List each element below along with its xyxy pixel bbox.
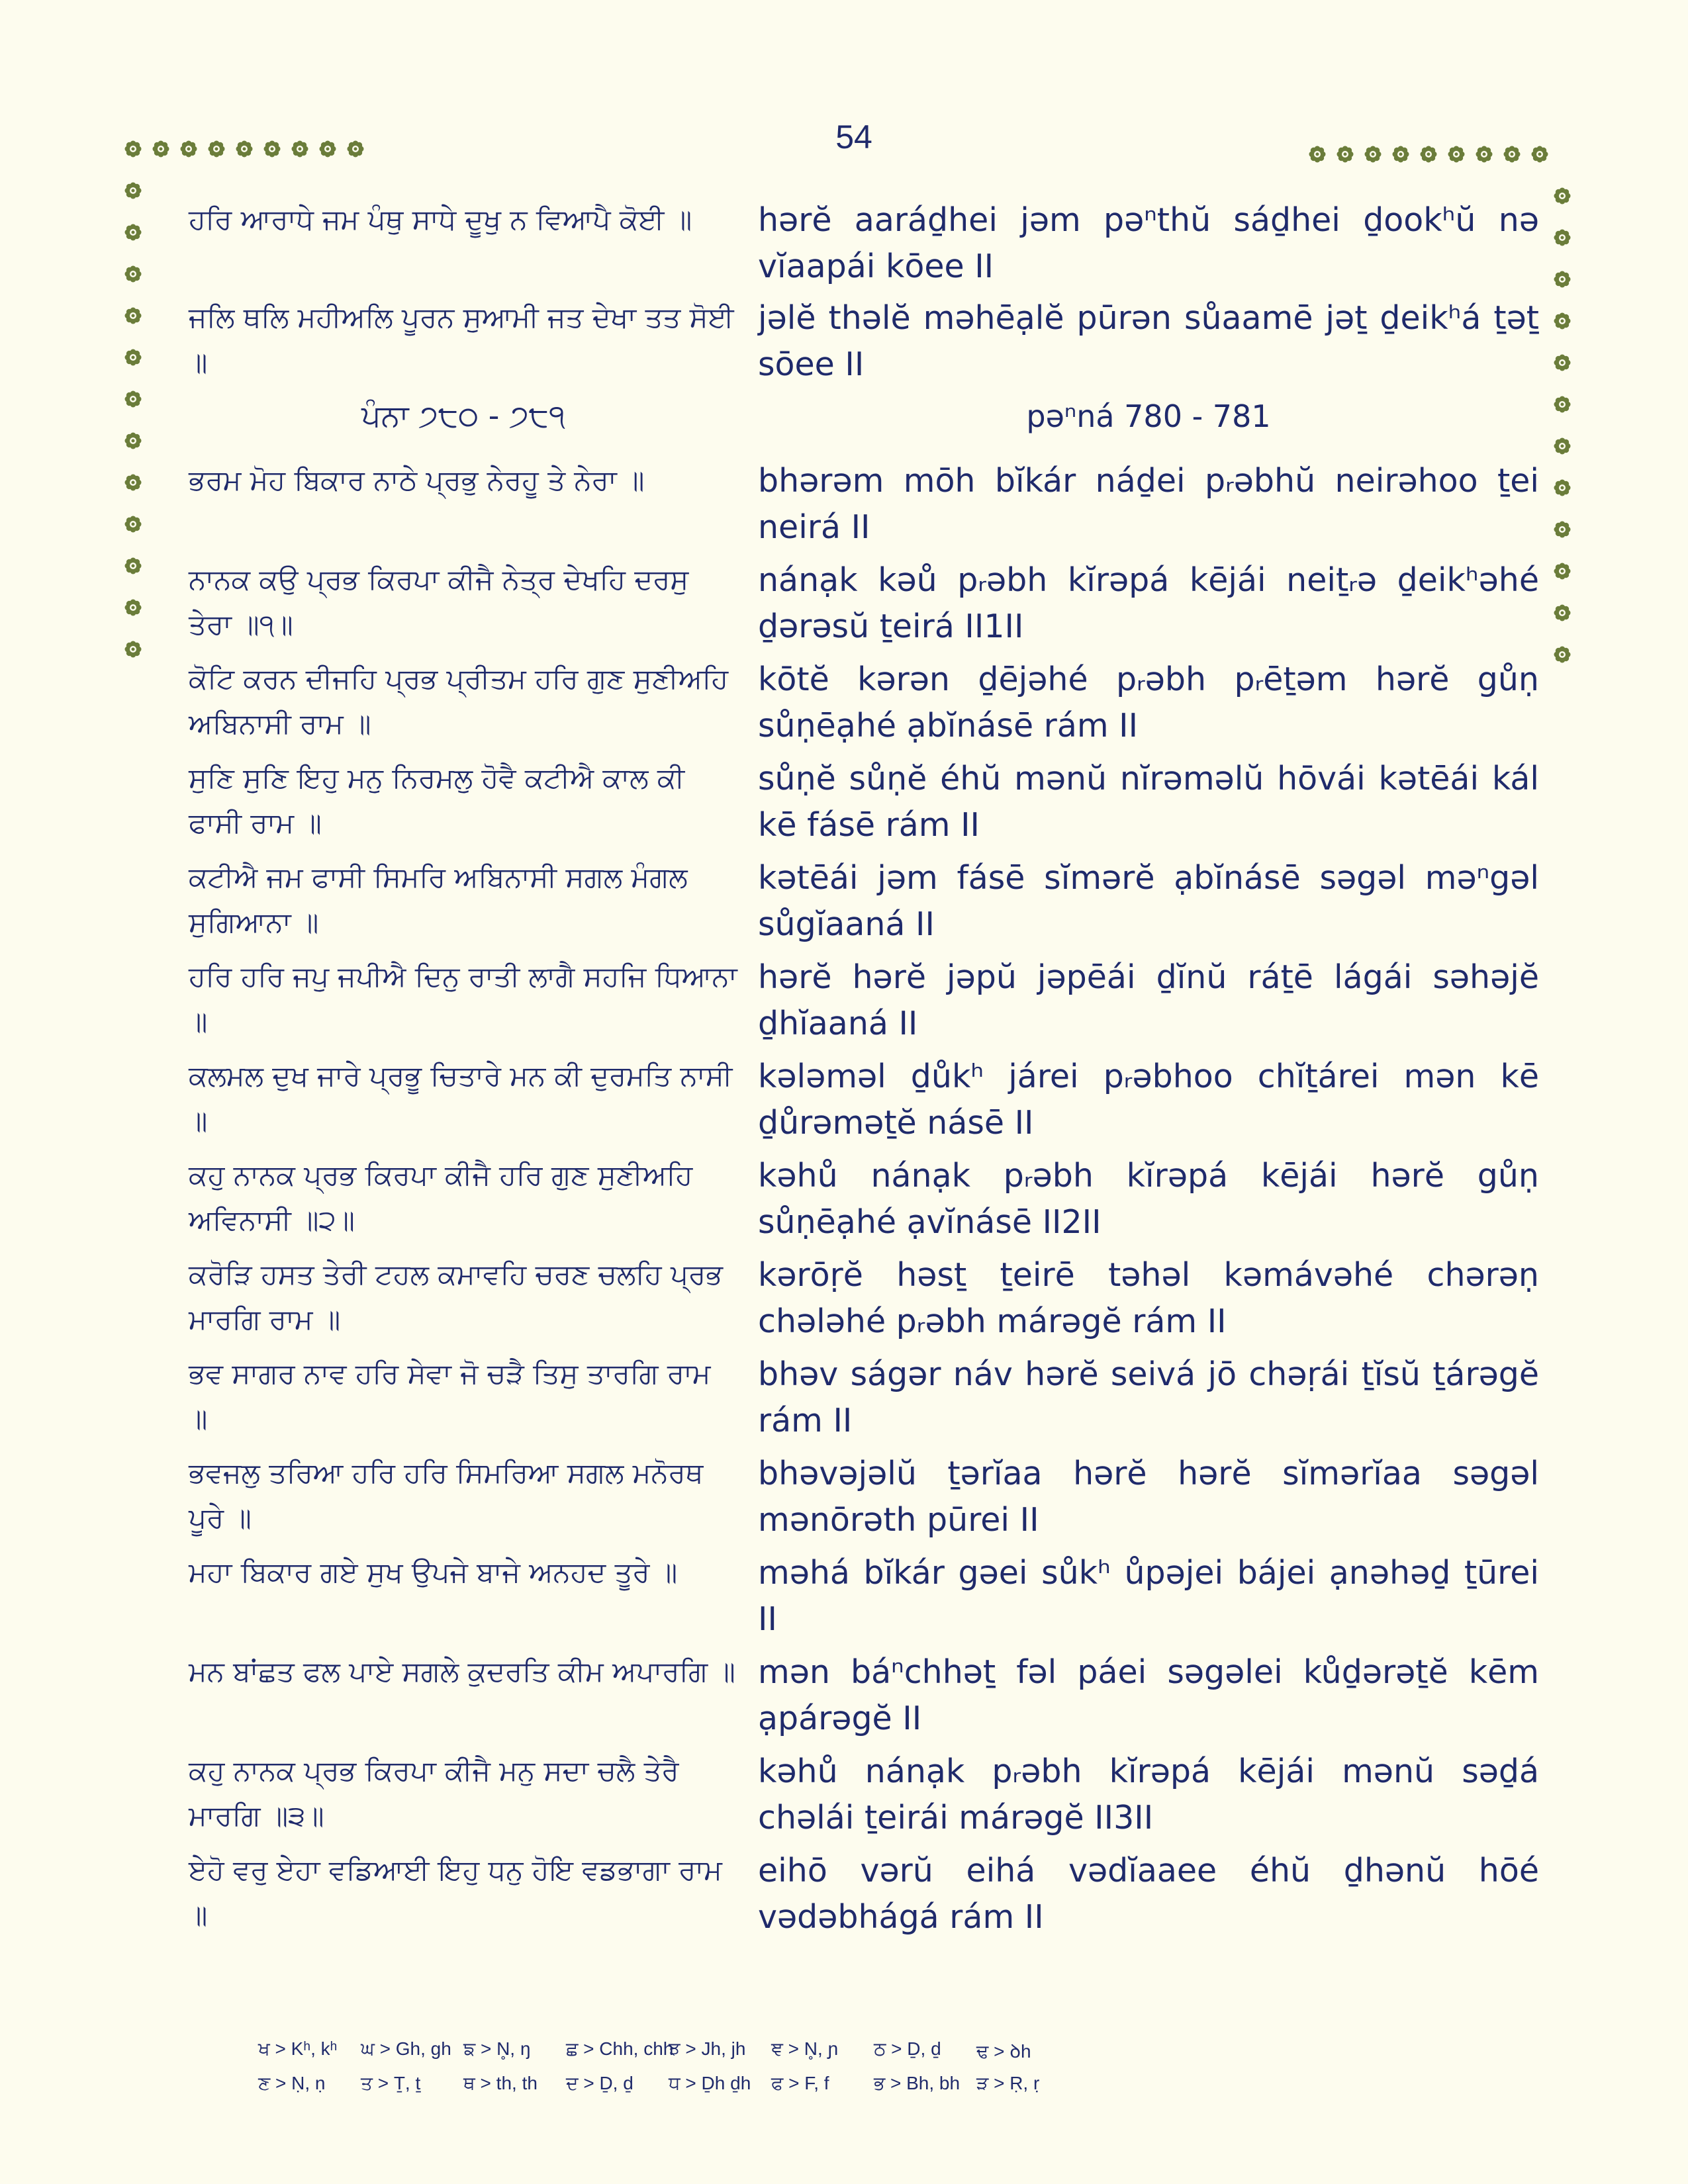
verse-row (189, 1054, 1539, 1153)
flower-icon (1446, 144, 1466, 164)
legend-entry: ਠ > Ḏ, ḏ (874, 2038, 941, 2059)
gurmukhi-line: ਜਲਿ ਥਲਿ ਮਹੀਅਲਿ ਪੂਰਨ ਸੁਆਮੀ ਜਤ ਦੇਖਾ ਤਤ ਸੋਈ ॥ (189, 301, 734, 379)
gurmukhi-line: ਕਹੁ ਨਾਨਕ ਪ੍ਰਭ ਕਿਰਪਾ ਕੀਜੈ ਮਨੁ ਸਦਾ ਚਲੈ ਤੇਰੈ ਮਾਰਗਿ ॥੩॥ (189, 1754, 679, 1832)
gurmukhi-line: ਹਰਿ ਹਰਿ ਜਪੁ ਜਪੀਐ ਦਿਨੁ ਰਾਤੀ ਲਾਗੈ ਸਹਜਿ ਧਿਆਨਾ ॥ (189, 960, 737, 1038)
legend-entry: ਢ > ꝺh (976, 2041, 1031, 2062)
gurmukhi-line: ਕਲਮਲ ਦੁਖ ਜਾਰੇ ਪ੍ਰਭੂ ਚਿਤਾਰੇ ਮਨ ਕੀ ਦੁਰਮਤਿ ਨਾਸੀ ॥ (189, 1060, 733, 1137)
flower-icon (123, 222, 143, 242)
transliteration-line: nánạk kəů pᵣəbh kĭrəpá kējái neiṯᵣə ḏeikʰəhé ḏərəsŭ ṯeirá II1II (758, 561, 1539, 645)
flower-icon (1552, 186, 1572, 206)
flower-icon (123, 347, 143, 367)
verse-row (189, 954, 1539, 1054)
transliteration-line: kətēái jəm fásē sĭmərĕ ạbĭnásē səgəl məⁿgəl sůgĭaaná II (758, 859, 1539, 943)
verse-row (189, 1252, 1539, 1351)
flower-icon (123, 389, 143, 409)
verse-row (189, 458, 1539, 557)
transliteration-line: bhərəm mōh bĭkár náḏei pᵣəbhŭ neirəhoo ṯei neirá II (758, 462, 1539, 546)
legend-entry: ਭ > Bh, bh (874, 2073, 961, 2093)
flower-icon (123, 514, 143, 534)
flower-icon (346, 139, 365, 159)
legend-entry: ੜ > Ṛ, ṛ (976, 2073, 1040, 2093)
gurmukhi-line: ਮਨ ਬਾਂਛਤ ਫਲ ਪਾਏ ਸਗਲੇ ਕੁਦਰਤਿ ਕੀਮ ਅਪਾਰਗਿ ॥ (189, 1655, 735, 1688)
legend-row (258, 2038, 1079, 2073)
flower-icon (290, 139, 310, 159)
flower-icon (318, 139, 338, 159)
flower-icon (1474, 144, 1494, 164)
verse-row (189, 1649, 1539, 1749)
transliteration-line: pəⁿná 780 - 781 (1026, 398, 1271, 434)
flower-icon (1552, 520, 1572, 539)
flower-icon (1552, 603, 1572, 623)
gurmukhi-line: ਭਵਜਲੁ ਤਰਿਆ ਹਰਿ ਹਰਿ ਸਿਮਰਿਆ ਸਗਲ ਮਨੋਰਥ ਪੂਰੇ ॥ (189, 1457, 704, 1534)
transliteration-line: jəlĕ thəlĕ məhēạlĕ pūrən sůaamē jəṯ ḏeikʰá ṯəṯ sōee II (758, 299, 1539, 383)
flower-icon (123, 306, 143, 326)
gurmukhi-line: ਨਾਨਕ ਕਉ ਪ੍ਰਭ ਕਿਰਪਾ ਕੀਜੈ ਨੇਤ੍ਰ ਦੇਖਹਿ ਦਰਸੁ ਤੇਰਾ ॥੧॥ (189, 563, 689, 641)
transliteration-line: sůṇĕ sůṇĕ éhŭ mənŭ nĭrəməlŭ hōvái kətēái kál kē fásē rám II (758, 760, 1539, 844)
verse-row (189, 855, 1539, 954)
legend-entry: ਤ > Ṯ, ṯ (361, 2073, 421, 2093)
flower-icon (123, 139, 143, 159)
transliteration-line: kələməl ḏůkʰ járei pᵣəbhoo chĭṯárei mən kē ḏůrəməṯĕ násē II (758, 1058, 1539, 1142)
transliteration-line: mən báⁿchhəṯ fəl páei səgəlei kůḏərəṯĕ kēm ạpárəgĕ II (758, 1653, 1539, 1737)
legend-entry: ਦ > Ḏ, ḏ (566, 2073, 633, 2093)
transliteration-line: bhəvəjəlŭ ṯərĭaa hərĕ hərĕ sĭmərĭaa səgəl mənōrəth pūrei II (758, 1455, 1539, 1539)
legend-entry: ਣ > Ṇ, ṇ (258, 2073, 326, 2093)
legend-entry: ਫ > F, f (771, 2073, 829, 2093)
verse-table (189, 197, 1539, 1947)
flower-icon (1552, 436, 1572, 456)
flower-icon (1335, 144, 1355, 164)
flower-icon (1363, 144, 1383, 164)
verse-row (189, 756, 1539, 855)
gurmukhi-line: ਏਹੋ ਵਰੁ ਏਹਾ ਵਡਿਆਈ ਇਹੁ ਧਨੁ ਹੋਇ ਵਡਭਾਗਾ ਰਾਮ ॥ (189, 1854, 722, 1931)
legend-row (258, 2073, 1079, 2107)
legend-entry: ਝ > Jh, jh (669, 2038, 746, 2059)
gurmukhi-line: ਸੁਣਿ ਸੁਣਿ ਇਹੁ ਮਨੁ ਨਿਰਮਲੁ ਹੋਵੈ ਕਟੀਐ ਕਾਲ ਕੀ ਫਾਸੀ ਰਾਮ ॥ (189, 762, 685, 839)
flower-icon (179, 139, 199, 159)
flower-icon (123, 431, 143, 451)
flower-icon (123, 473, 143, 492)
verse-row (189, 1550, 1539, 1649)
flower-icon (1307, 144, 1327, 164)
gurmukhi-line: ਭਵ ਸਾਗਰ ਨਾਵ ਹਰਿ ਸੇਵਾ ਜੋ ਚੜੈ ਤਿਸੁ ਤਾਰਗਿ ਰਾਮ ॥ (189, 1357, 711, 1435)
flower-icon (123, 264, 143, 284)
flower-icon (1419, 144, 1438, 164)
flower-icon (1552, 645, 1572, 664)
verse-row (189, 1153, 1539, 1252)
flower-icon (207, 139, 226, 159)
flower-icon (123, 556, 143, 576)
verse-row (189, 295, 1539, 393)
transliteration-line: kəhů nánạk pᵣəbh kĭrəpá kējái mənŭ səḏá chəlái ṯeirái márəgĕ II3II (758, 1752, 1539, 1837)
legend-entry: ਞ > N̥, ɲ (771, 2038, 839, 2059)
gurmukhi-line: ਕਟੀਐ ਜਮ ਫਾਸੀ ਸਿਮਰਿ ਅਬਿਨਾਸੀ ਸਗਲ ਮੰਗਲ ਸੁਗਿਆਨਾ ॥ (189, 861, 688, 938)
gurmukhi-line: ਪੰਨਾ ੭੮੦ - ੭੮੧ (361, 398, 566, 433)
legend-entry: ਖ > Kʰ, kʰ (258, 2038, 338, 2059)
gurmukhi-line: ਮਹਾ ਬਿਕਾਰ ਗਏ ਸੁਖ ਉਪਜੇ ਬਾਜੇ ਅਨਹਦ ਤੂਰੇ ॥ (189, 1556, 678, 1588)
flower-icon (123, 181, 143, 201)
legend-entry: ਛ > Chh, chh (566, 2038, 674, 2059)
verse-row (189, 657, 1539, 756)
verse-row (189, 557, 1539, 657)
legend-entry: ਧ > Ḏh ḏh (669, 2073, 751, 2093)
flower-icon (1552, 311, 1572, 331)
flower-icon (1552, 228, 1572, 248)
verse-row (189, 1451, 1539, 1550)
flower-icon (1552, 269, 1572, 289)
flower-icon (123, 598, 143, 617)
flower-icon (1552, 561, 1572, 581)
flower-icon (1552, 394, 1572, 414)
flower-icon (234, 139, 254, 159)
gurmukhi-line: ਕੋਟਿ ਕਰਨ ਦੀਜਹਿ ਪ੍ਰਭ ਪ੍ਰੀਤਮ ਹਰਿ ਗੁਣ ਸੁਣੀਅਹਿ ਅਬਿਨਾਸੀ ਰਾਮ ॥ (189, 662, 729, 740)
flower-icon (1552, 353, 1572, 373)
flower-icon (1530, 144, 1550, 164)
transliteration-line: kəhů nánạk pᵣəbh kĭrəpá kējái hərĕ gůṇ sůṇēạhé ạvĭnásē II2II (758, 1157, 1539, 1241)
page-heading-row (189, 393, 1539, 458)
page-number: 54 (835, 118, 872, 156)
gurmukhi-line: ਹਰਿ ਆਰਾਧੇ ਜਮ ਪੰਥੁ ਸਾਧੇ ਦੂਖੁ ਨ ਵਿਆਪੈ ਕੋਈ ॥ (189, 203, 692, 236)
transliteration-line: hərĕ aaráḏhei jəm pəⁿthŭ sáḏhei ḏookʰŭ nə vĭaapái kōee II (758, 201, 1539, 285)
transliteration-line: kōtĕ kərən ḏējəhé pᵣəbh pᵣēṯəm hərĕ gůṇ sůṇēạhé ạbĭnásē rám II (758, 660, 1539, 745)
verse-row (189, 1749, 1539, 1848)
gurmukhi-line: ਭਰਮ ਮੋਹ ਬਿਕਾਰ ਨਾਠੇ ਪ੍ਰਭੁ ਨੇਰਹੂ ਤੇ ਨੇਰਾ ॥ (189, 464, 645, 496)
transliteration-line: eihō vərŭ eihá vədĭaaee éhŭ ḏhənŭ hōé vədəbhágá rám II (758, 1852, 1539, 1936)
legend-entry: ਙ > N̥, ŋ (463, 2038, 531, 2059)
transliteration-line: bhəv ságər náv hərĕ seivá jō chəṛái ṯĭsŭ ṯárəgĕ rám II (758, 1355, 1539, 1439)
flower-icon (151, 139, 171, 159)
flower-icon (1391, 144, 1411, 164)
transliteration-legend (258, 2038, 1079, 2107)
flower-icon (262, 139, 282, 159)
gurmukhi-line: ਕਰੋੜਿ ਹਸਤ ਤੇਰੀ ਟਹਲ ਕਮਾਵਹਿ ਚਰਣ ਚਲਹਿ ਪ੍ਰਭ ਮਾਰਗਿ ਰਾਮ ॥ (189, 1258, 723, 1336)
legend-entry: ਥ > th, th (463, 2073, 538, 2093)
transliteration-line: hərĕ hərĕ jəpŭ jəpēái ḏĭnŭ ráṯē lágái səhəjĕ ḏhĭaaná II (758, 958, 1539, 1042)
flower-icon (1552, 478, 1572, 498)
transliteration-line: kərōṛĕ həsṯ ṯeirē təhəl kəmávəhé chərəṇ chələhé pᵣəbh márəgĕ rám II (758, 1256, 1539, 1340)
transliteration-line: məhá bĭkár gəei sůkʰ ůpəjei bájei ạnəhəḏ ṯūrei II (758, 1554, 1539, 1638)
flower-icon (1502, 144, 1522, 164)
verse-row (189, 1848, 1539, 1947)
gurmukhi-line: ਕਹੁ ਨਾਨਕ ਪ੍ਰਭ ਕਿਰਪਾ ਕੀਜੈ ਹਰਿ ਗੁਣ ਸੁਣੀਅਹਿ ਅਵਿਨਾਸੀ ॥੨॥ (189, 1159, 693, 1236)
legend-entry: ਘ > Gh, gh (361, 2038, 451, 2059)
verse-row (189, 197, 1539, 295)
flower-icon (123, 639, 143, 659)
verse-row (189, 1351, 1539, 1451)
